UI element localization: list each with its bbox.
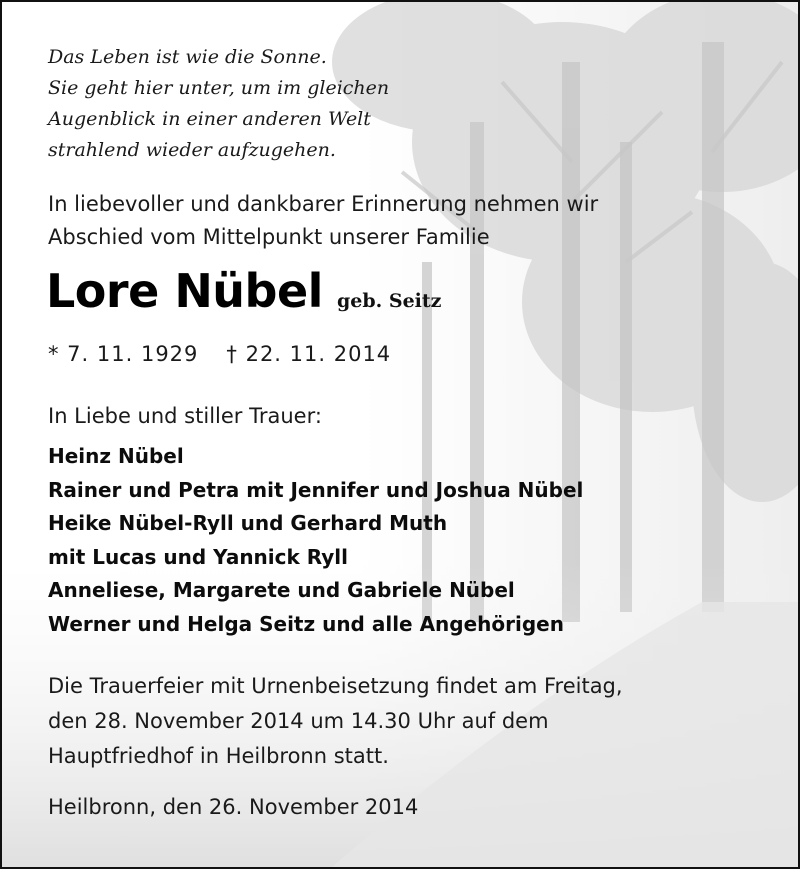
mourners-list bbox=[48, 440, 583, 641]
poem bbox=[48, 42, 389, 166]
mourners-label: In Liebe und stiller Trauer: bbox=[48, 404, 322, 428]
poem-line: strahlend wieder aufzugehen. bbox=[48, 139, 336, 161]
intro-line: In liebevoller und dankbarer Erinnerung nehmen wir bbox=[48, 192, 599, 216]
service-line: Hauptfriedhof in Heilbronn statt. bbox=[48, 744, 389, 768]
birth-date: * 7. 11. 1929 bbox=[48, 342, 199, 366]
mourner-line: Werner und Helga Seitz und alle Angehörigen bbox=[48, 611, 564, 636]
mourner-line: Rainer und Petra mit Jennifer und Joshua Nübel bbox=[48, 477, 584, 502]
mourner-line: Anneliese, Margarete und Gabriele Nübel bbox=[48, 578, 515, 602]
intro-line: Abschied vom Mittelpunkt unserer Familie bbox=[48, 225, 490, 249]
life-dates bbox=[48, 342, 391, 366]
poem-line: Augenblick in einer anderen Welt bbox=[48, 108, 371, 130]
deceased-name: Lore Nübel bbox=[46, 264, 323, 318]
mourner-line: Heinz Nübel bbox=[48, 444, 184, 468]
service-line: den 28. November 2014 um 14.30 Uhr auf dem bbox=[48, 709, 549, 733]
maiden-name: geb. Seitz bbox=[336, 290, 442, 312]
place-and-date: Heilbronn, den 26. November 2014 bbox=[48, 795, 419, 819]
mourner-line: mit Lucas und Yannick Ryll bbox=[48, 544, 349, 569]
poem-line: Sie geht hier unter, um im gleichen bbox=[48, 77, 390, 99]
intro-text bbox=[48, 188, 598, 254]
funeral-service-info bbox=[48, 669, 623, 774]
death-date: † 22. 11. 2014 bbox=[226, 342, 392, 366]
poem-line: Das Leben ist wie die Sonne. bbox=[48, 46, 327, 68]
service-line: Die Trauerfeier mit Urnenbeisetzung findet am Freitag, bbox=[48, 674, 623, 698]
deceased-name-row bbox=[46, 264, 441, 318]
mourner-line: Heike Nübel-Ryll und Gerhard Muth bbox=[48, 511, 448, 535]
